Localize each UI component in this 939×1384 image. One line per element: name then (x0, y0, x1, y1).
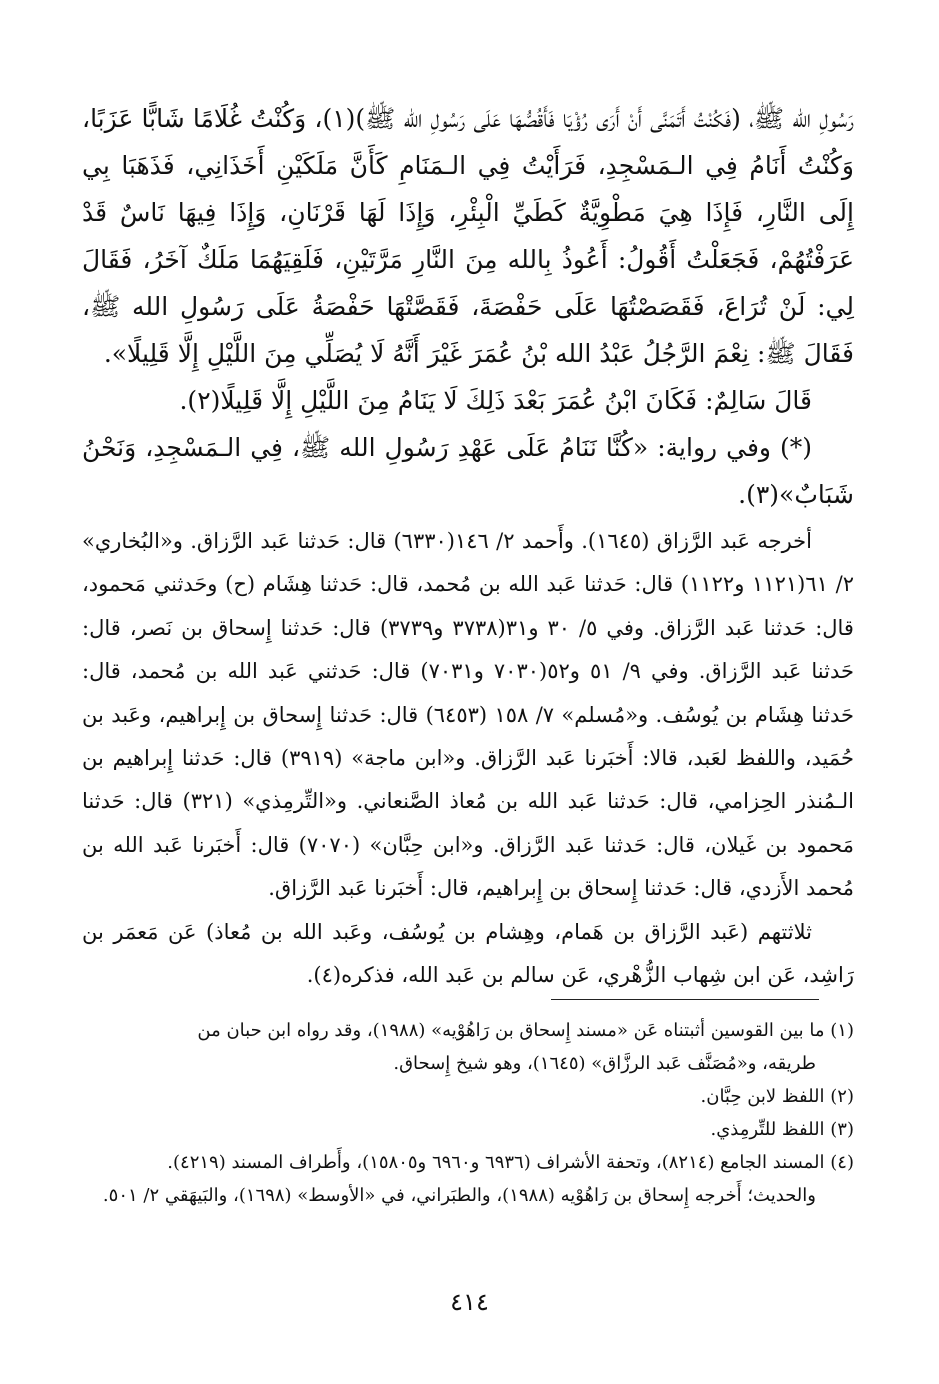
footnote-2: (٢) اللفظ لابن حِبَّان. (700, 1086, 854, 1107)
footnote-separator (551, 999, 819, 1000)
salim-statement: قَالَ سَالِمٌ: فَكَانَ ابْنُ عُمَرَ بَعْدَ ذَلِكَ لَا يَنَامُ مِنَ اللَّيْلِ إِلَّا قَلِيلًا(٢). (179, 386, 812, 415)
hadith-narration: رَسُولِ الله ﷺ، (فَكُنْتُ أَتَمَنَّى أَنْ أَرَى رُؤْيَا فَأَقُصُّهَا عَلَى رَسُولِ الله ﷺ)(١)، وَكُنْتُ غُلَامًا شَابًّا عَزَبًا، وَكُنْتُ أَنَامُ فِي الـمَسْجِدِ، فَرَأَيْتُ فِي الـمَنَامِ كَأَنَّ مَلَكَيْنِ أَخَذَانِي، فَذَهَبَا بِي إِلَى النَّارِ، فَإِذَا هِيَ مَطْوِيَّةٌ كَطَيِّ الْبِئْرِ، وَإِذَا لَهَا قَرْنَانِ، وَإِذَا فِيهَا نَاسٌ قَدْ عَرَفْتُهُمْ، فَجَعَلْتُ أَقُولُ: أَعُوذُ بِالله مِنَ النَّارِ مَرَّتَيْنِ، فَلَقِيَهُمَا مَلَكٌ آخَرُ، فَقَالَ لِي: لَنْ تُرَاعَ، فَقَصَصْتُهَا عَلَى حَفْصَةَ، فَقَصَّتْهَا حَفْصَةُ عَلَى رَسُولِ الله ﷺ، فَقَالَ ﷺ: نِعْمَ الرَّجُلُ عَبْدُ الله بْنُ عُمَرَ غَيْرَ أَنَّهُ لَا يُصَلِّي مِنَ اللَّيْلِ إِلَّا قَلِيلًا». (82, 104, 854, 368)
footnote-3: (٣) اللفظ للتِّرمِذي. (710, 1119, 854, 1140)
alternate-narration: (*) وفي رواية: «كُنَّا نَنَامُ عَلَى عَهْدِ رَسُولِ الله ﷺ، فِي الـمَسْجِدِ، وَنَحْنُ شَبَابٌ»(٣). (82, 433, 854, 509)
footnote-4: (٤) المسند الجامع (٨٢١٤)، وتحفة الأشراف (٦٩٣٦ و٦٩٦٠ و١٥٨٠٥)، وأَطراف المسند (٤٢١٩). (167, 1152, 854, 1173)
hadith-text (82, 95, 854, 518)
takhrij-section (82, 520, 854, 997)
footnote-4-continued: والحديث؛ أَخرجه إِسحاق بن رَاهُوْيه (١٩٨٨)، والطبَراني، في «الأوسط» (١٦٩٨)، والبَيهَقي ٢/ ٥٠١. (102, 1185, 816, 1206)
footnotes (82, 1014, 854, 1212)
takhrij-paragraph: أخرجه عَبد الرَّزاق (١٦٤٥). وأَحمد ٢/ ١٤٦(٦٣٣٠) قال: حَدثنا عَبد الرَّزاق. و«البُخاري» ٢/ ٦١(١١٢١ و١١٢٢) قال: حَدثنا عَبد الله بن مُحمد، قال: حَدثنا هِشَام (ح) وحَدثني مَحمود، قال: حَدثنا عَبد الرَّزاق. وفي ٥/ ٣٠ و٣١(٣٧٣٨ و٣٧٣٩) قال: حَدثنا إِسحاق بن نَصر، قال: حَدثنا عَبد الرَّزاق. وفي ٩/ ٥١ و٥٢(٧٠٣٠ و٧٠٣١) قال: حَدثني عَبد الله بن مُحمد، قال: حَدثنا هِشَام بن يُوسُف. و«مُسلم» ٧/ ١٥٨ (٦٤٥٣) قال: حَدثنا إِسحاق بن إِبراهيم، وعَبد بن حُمَيد، واللفظ لعَبد، قالا: أَخبَرنا عَبد الرَّزاق. و«ابن ماجة» (٣٩١٩) قال: حَدثنا إِبراهيم بن الـمُنذر الحِزامي، قال: حَدثنا عَبد الله بن مُعاذ الصَّنعاني. و«التِّرمِذي» (٣٢١) قال: حَدثنا مَحمود بن غَيلان، قال: حَدثنا عَبد الرَّزاق. و«ابن حِبَّان» (٧٠٧٠) قال: أَخبَرنا عَبد الله بن مُحمد الأَزدي، قال: حَدثنا إِسحاق بن إِبراهيم، قال: أَخبَرنا عَبد الرَّزاق. (82, 529, 854, 901)
footnote-1-continued: طريقه، و«مُصَنَّف عَبد الرزَّاق» (١٦٤٥)، وهو شيخ إِسحاق. (393, 1053, 816, 1074)
chain-summary-paragraph: ثلاثتهم (عَبد الرَّزاق بن هَمام، وهِشام بن يُوسُف، وعَبد الله بن مُعاذ) عَن مَعمَر بن رَاشِد، عَن ابن شِهاب الزُّهْري، عَن سالم بن عَبد الله، فذكره(٤). (82, 919, 854, 988)
footnote-1: (١) ما بين القوسين أثبتناه عَن «مسند إِسحاق بن رَاهُوْيه» (١٩٨٨)، وقد رواه ابن حبان من (197, 1020, 854, 1041)
page-number: ٤١٤ (450, 1288, 489, 1316)
main-text (82, 95, 854, 997)
